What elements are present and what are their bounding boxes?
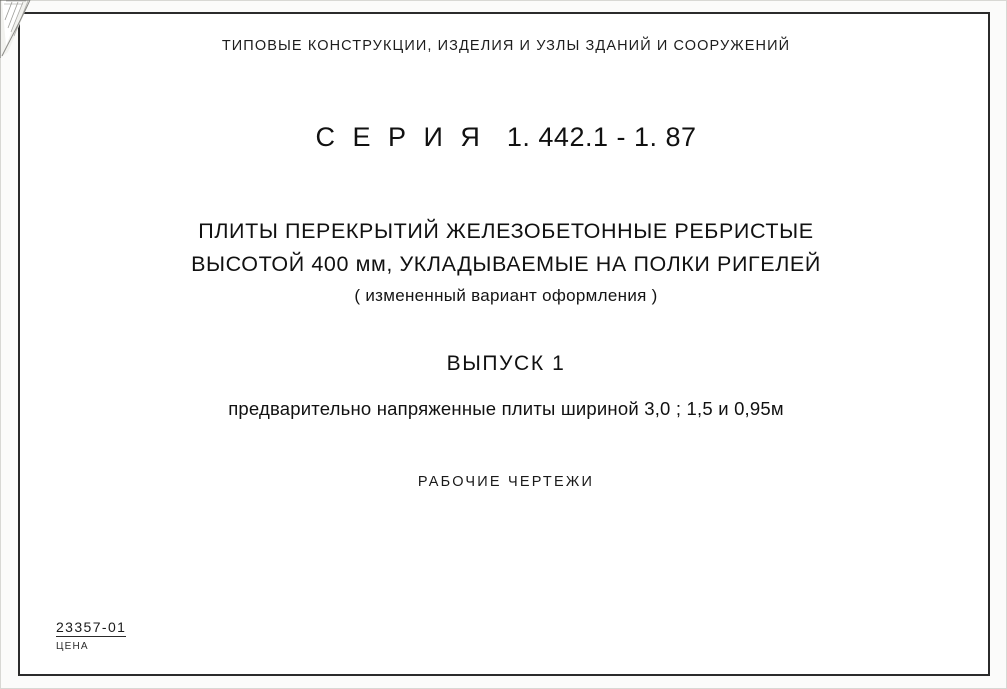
series-label: С Е Р И Я — [315, 122, 485, 152]
document-border-frame — [18, 12, 990, 676]
title-line-1: ПЛИТЫ ПЕРЕКРЫТИЙ ЖЕЛЕЗОБЕТОННЫЕ РЕБРИСТЫЕ — [198, 219, 814, 243]
issue-label: ВЫПУСК 1 — [446, 352, 566, 375]
working-drawings-label: РАБОЧИЕ ЧЕРТЕЖИ — [417, 474, 595, 490]
issue-description: предварительно напряженные плиты шириной 3,0 ; 1,5 и 0,95м — [228, 398, 784, 419]
bottom-left-stamp — [56, 619, 126, 652]
series-number: 1. 442.1 - 1. 87 — [506, 122, 697, 152]
document-content — [20, 14, 992, 678]
stamp-price-label: ЦЕНА — [56, 641, 89, 652]
stamp-code: 23357-01 — [56, 619, 127, 635]
series-line — [20, 122, 992, 153]
title-line-2: ВЫСОТОЙ 400 мм, УКЛАДЫВАЕМЫЕ НА ПОЛКИ РИГЕЛЕЙ — [191, 252, 821, 276]
document-header-text: ТИПОВЫЕ КОНСТРУКЦИИ, ИЗДЕЛИЯ И УЗЛЫ ЗДАНИЙ И СООРУЖЕНИЙ — [221, 38, 791, 54]
title-line-3-variant-note: ( измененный вариант оформления ) — [354, 286, 658, 305]
